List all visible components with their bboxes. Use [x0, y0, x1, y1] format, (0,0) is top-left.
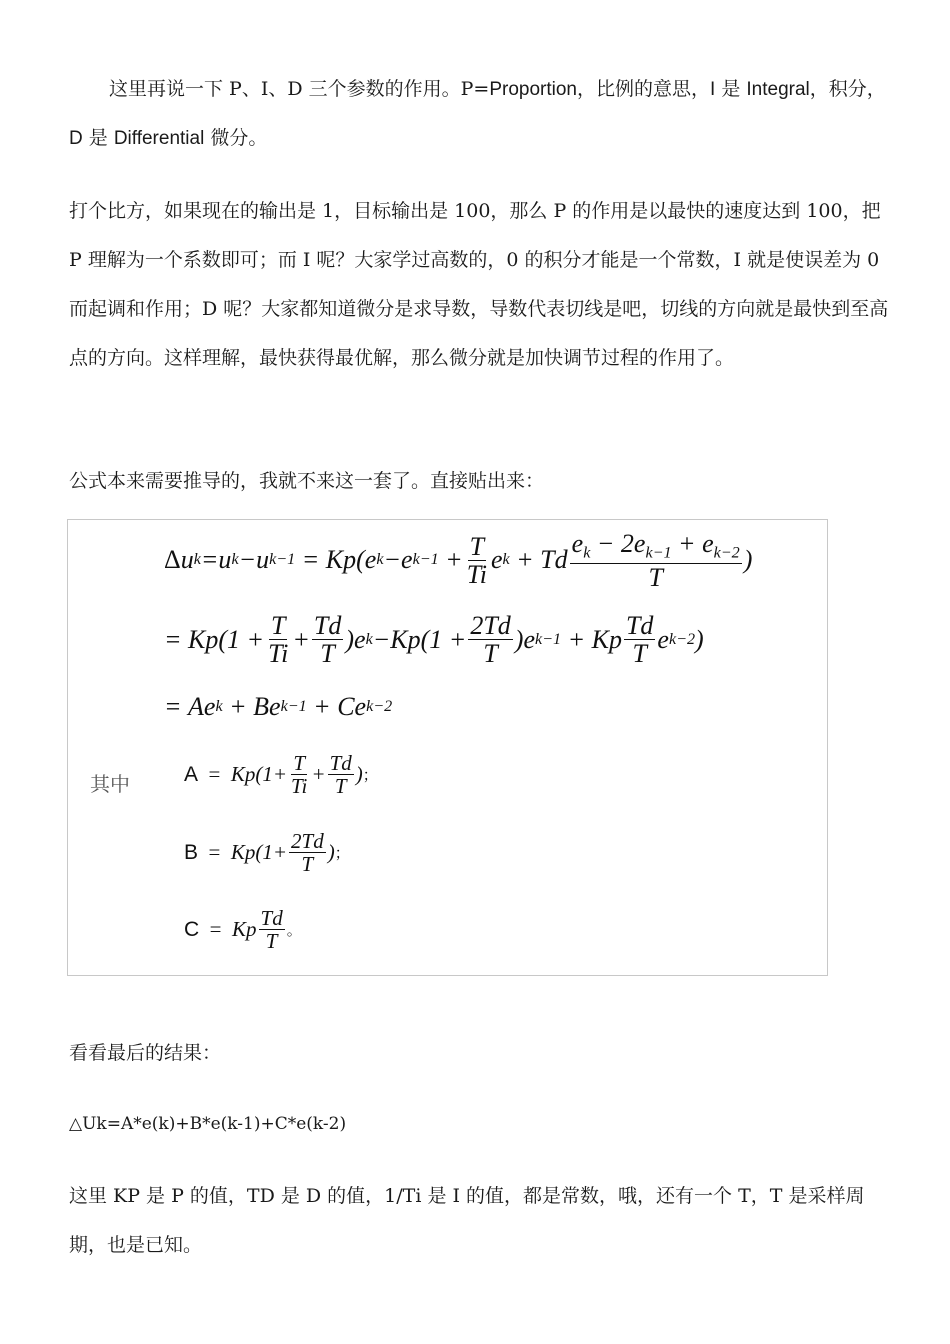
paragraph-explanation: 这里 KP 是 P 的值，TD 是 D 的值，1/Ti 是 I 的值，都是常数，哦，还有一个 T，T 是采样周期，也是已知。: [69, 1185, 865, 1256]
term-d: D: [69, 128, 83, 149]
text: 微分。: [204, 127, 268, 149]
formula-b: B = Kp(1+ $\frac{2Td}{T}$ ) ；: [184, 829, 350, 877]
formula-image: [67, 519, 828, 976]
term-differential: Differential: [113, 128, 205, 149]
label-c: C: [184, 917, 200, 941]
formula-line-2: = Kp(1 + $\frac{T}{Ti}$ + $\frac{Td}{T}$ )e k −Kp(1 + $\frac{2Td}{T}$ )e k−1 + Kp $\frac{Td}{T}$ e k−2 ): [164, 611, 704, 669]
paragraph-result-intro: 看看最后的结果：: [69, 1042, 222, 1064]
qizhong-label: 其中: [90, 772, 130, 796]
text: 这里再说一下 P、I、D 三个参数的作用。P=: [109, 78, 490, 100]
term-i: I: [710, 79, 716, 100]
period: 。: [286, 923, 302, 940]
result-formula: △Uk=A*e(k)+B*e(k-1)+C*e(k-2): [69, 1114, 347, 1134]
label-a: A: [184, 762, 199, 786]
text: 是: [715, 78, 747, 100]
semicolon: ；: [362, 768, 378, 785]
paragraph-pid-intro: [69, 65, 889, 163]
paragraph-analogy: 打个比方，如果现在的输出是 1，目标输出是 100，那么 P 的作用是以最快的速度达到 100，把 P 理解为一个系数即可；而 I 呢？大家学过高数的，0 的积分才能是一个常数，I 就是使误差为 0 而起调和作用；D 呢？大家都知道微分是求导数，导数代表切线是吧，切线的方向就是最快到至高点的方向。这样理解，最快获得最优解，那么微分就是加快调节过程的作用了。: [69, 200, 889, 369]
text: ，比例的意思，: [576, 78, 710, 100]
term-proportion: Proportion: [489, 79, 577, 100]
formula-c: C = Kp $\frac{Td}{T}$ 。: [184, 906, 302, 954]
term-integral: Integral: [746, 79, 810, 100]
text: 是: [82, 127, 114, 149]
formula-line-1: Δ u k =u k −u k−1 = Kp(e k −e k−1 + $\frac{T}{Ti}$ e k + Td $\frac{e_k - 2e_{k-1} + e_{k-2}}{T}$ ): [164, 529, 753, 592]
label-b: B: [184, 840, 199, 864]
formula-a: A = Kp(1+ $\frac{T}{Ti}$ + $\frac{Td}{T}$ ) ；: [184, 751, 378, 799]
paragraph-formula-intro: 公式本来需要推导的，我就不来这一套了。直接贴出来：: [69, 470, 545, 492]
text: ，积分，: [809, 78, 886, 100]
semicolon: ；: [334, 846, 350, 863]
formula-line-3: = Ae k + Be k−1 + Ce k−2: [164, 692, 393, 721]
